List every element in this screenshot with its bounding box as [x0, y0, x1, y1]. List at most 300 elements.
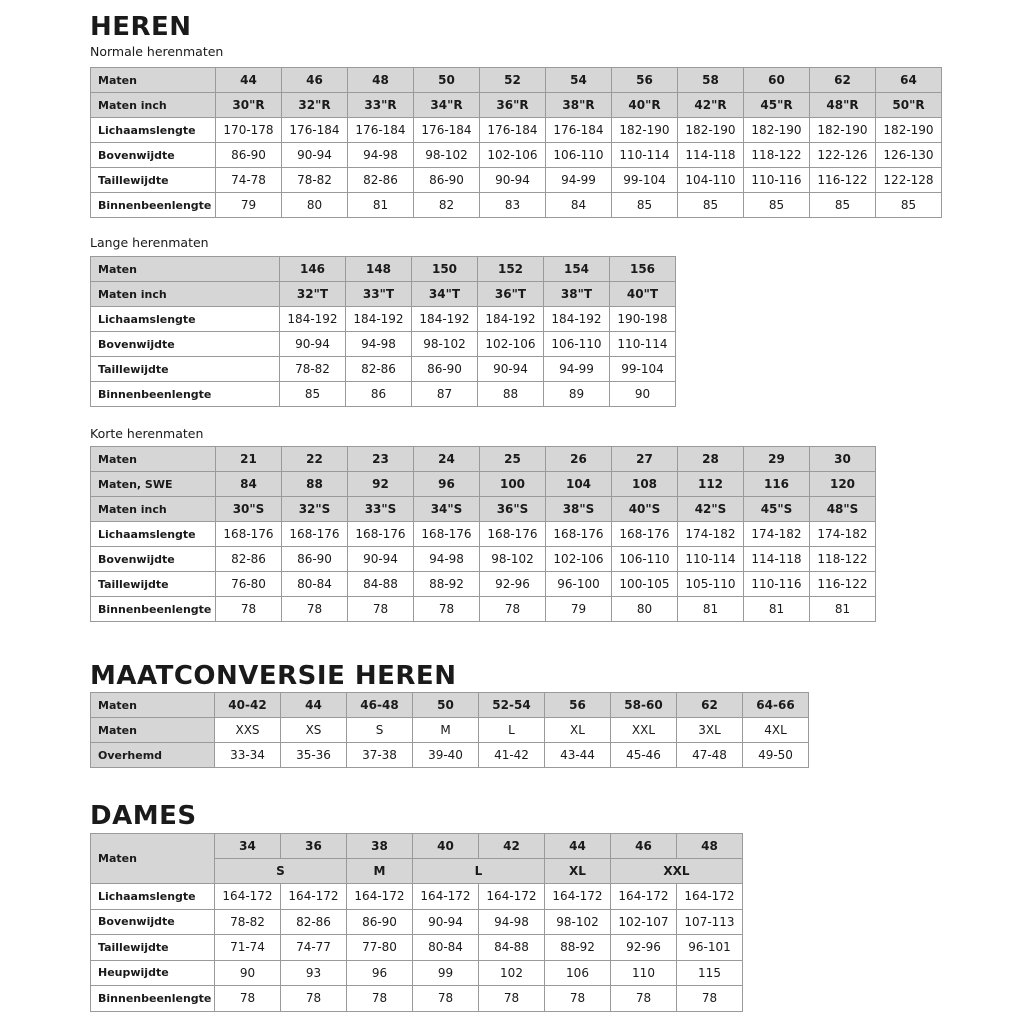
table-cell: 38"T	[544, 282, 610, 307]
table-cell: 110-114	[610, 332, 676, 357]
row-label: Taillewijdte	[91, 357, 280, 382]
table-cell: 56	[612, 68, 678, 93]
table-cell: 28	[678, 447, 744, 472]
table-row	[91, 597, 876, 622]
short-subtitle: Korte herenmaten	[90, 426, 204, 441]
table-cell: 176-184	[348, 118, 414, 143]
table-cell: 78	[215, 986, 281, 1012]
table-cell: 40"R	[612, 93, 678, 118]
table-cell: 45"S	[744, 497, 810, 522]
row-label: Maten	[91, 834, 215, 884]
table-cell: 110	[611, 960, 677, 986]
table-cell: 94-98	[414, 547, 480, 572]
table-cell: 35-36	[281, 743, 347, 768]
table-cell: 50	[413, 693, 479, 718]
table-cell: 96-100	[546, 572, 612, 597]
table-cell: 85	[678, 193, 744, 218]
table-cell: 110-114	[612, 143, 678, 168]
table-cell: 32"S	[282, 497, 348, 522]
table-row	[91, 118, 942, 143]
table-cell: 44	[281, 693, 347, 718]
table-cell: 29	[744, 447, 810, 472]
table-cell: 89	[544, 382, 610, 407]
long-subtitle: Lange herenmaten	[90, 235, 209, 250]
table-cell: 36	[281, 834, 347, 859]
row-label: Bovenwijdte	[91, 143, 216, 168]
table-cell: 168-176	[282, 522, 348, 547]
table-cell: 107-113	[677, 909, 743, 935]
table-cell: 93	[281, 960, 347, 986]
table-cell: L	[479, 718, 545, 743]
table-cell: 168-176	[348, 522, 414, 547]
table-cell: 98-102	[480, 547, 546, 572]
table-cell: 42"R	[678, 93, 744, 118]
table-cell: 82-86	[216, 547, 282, 572]
table-cell: 22	[282, 447, 348, 472]
table-cell: 102-106	[478, 332, 544, 357]
table-cell: 99	[413, 960, 479, 986]
short-size-table	[90, 446, 876, 622]
heren-title: HEREN	[90, 12, 192, 42]
table-cell: 102-106	[480, 143, 546, 168]
table-cell: 40"T	[610, 282, 676, 307]
table-cell: 38"S	[546, 497, 612, 522]
table-cell: 98-102	[545, 909, 611, 935]
table-cell: 60	[744, 68, 810, 93]
table-cell: 104-110	[678, 168, 744, 193]
table-cell: 182-190	[612, 118, 678, 143]
table-cell: 164-172	[413, 884, 479, 910]
table-cell: 90-94	[413, 909, 479, 935]
table-cell: 84	[546, 193, 612, 218]
table-cell: 58	[678, 68, 744, 93]
table-cell: 78	[348, 597, 414, 622]
table-cell: 94-98	[479, 909, 545, 935]
table-cell: 118-122	[810, 547, 876, 572]
table-cell: 56	[545, 693, 611, 718]
table-cell: 114-118	[744, 547, 810, 572]
table-cell: 116-122	[810, 572, 876, 597]
table-cell: 52	[480, 68, 546, 93]
table-cell: 30	[810, 447, 876, 472]
inch-row	[91, 497, 876, 522]
table-cell: 99-104	[612, 168, 678, 193]
row-label: Maten	[91, 447, 216, 472]
table-cell: 176-184	[414, 118, 480, 143]
table-cell: 78	[216, 597, 282, 622]
table-cell: 82-86	[346, 357, 412, 382]
table-cell: 78	[611, 986, 677, 1012]
table-cell: 168-176	[612, 522, 678, 547]
table-cell: 78	[545, 986, 611, 1012]
table-cell: 78	[677, 986, 743, 1012]
table-cell: 36"S	[480, 497, 546, 522]
table-cell: 164-172	[677, 884, 743, 910]
row-label: Binnenbeenlengte	[91, 986, 215, 1012]
row-label: Maten inch	[91, 497, 216, 522]
table-cell: 25	[480, 447, 546, 472]
row-label: Bovenwijdte	[91, 909, 215, 935]
size-group-cell: XXL	[611, 859, 743, 884]
table-cell: 78	[414, 597, 480, 622]
table-cell: 32"R	[282, 93, 348, 118]
table-cell: 85	[744, 193, 810, 218]
table-cell: 120	[810, 472, 876, 497]
table-cell: 118-122	[744, 143, 810, 168]
table-cell: 114-118	[678, 143, 744, 168]
row-label: Lichaamslengte	[91, 522, 216, 547]
table-cell: 85	[876, 193, 942, 218]
table-cell: 37-38	[347, 743, 413, 768]
table-cell: 86	[346, 382, 412, 407]
table-cell: XXL	[611, 718, 677, 743]
table-cell: 78-82	[215, 909, 281, 935]
table-row	[91, 884, 743, 910]
table-cell: 90	[610, 382, 676, 407]
table-cell: 33"S	[348, 497, 414, 522]
table-cell: 184-192	[280, 307, 346, 332]
table-cell: 81	[678, 597, 744, 622]
table-cell: 78	[479, 986, 545, 1012]
row-label: Taillewijdte	[91, 572, 216, 597]
table-cell: 182-190	[876, 118, 942, 143]
table-cell: 148	[346, 257, 412, 282]
table-cell: 27	[612, 447, 678, 472]
table-cell: 88-92	[545, 935, 611, 961]
table-cell: 106	[545, 960, 611, 986]
letter-size-row	[91, 718, 809, 743]
table-cell: XXS	[215, 718, 281, 743]
table-cell: 102	[479, 960, 545, 986]
table-cell: 78	[413, 986, 479, 1012]
table-cell: 80	[282, 193, 348, 218]
table-cell: 81	[348, 193, 414, 218]
table-cell: 94-99	[546, 168, 612, 193]
row-label: Maten, SWE	[91, 472, 216, 497]
table-row	[91, 935, 743, 961]
table-cell: 90-94	[282, 143, 348, 168]
row-label: Lichaamslengte	[91, 307, 280, 332]
table-cell: 85	[280, 382, 346, 407]
table-cell: 164-172	[479, 884, 545, 910]
row-label: Maten	[91, 257, 280, 282]
table-cell: 79	[546, 597, 612, 622]
table-cell: 168-176	[546, 522, 612, 547]
table-cell: 44	[216, 68, 282, 93]
table-cell: 48	[677, 834, 743, 859]
table-cell: 21	[216, 447, 282, 472]
row-label: Maten	[91, 718, 215, 743]
row-label: Maten	[91, 693, 215, 718]
table-cell: 96-101	[677, 935, 743, 961]
table-cell: 45-46	[611, 743, 677, 768]
size-group-cell: L	[413, 859, 545, 884]
table-cell: 146	[280, 257, 346, 282]
table-cell: 48"S	[810, 497, 876, 522]
size-group-cell: M	[347, 859, 413, 884]
table-cell: 88	[478, 382, 544, 407]
table-cell: 100	[480, 472, 546, 497]
row-label: Overhemd	[91, 743, 215, 768]
table-cell: 71-74	[215, 935, 281, 961]
table-cell: 102-106	[546, 547, 612, 572]
table-cell: 48"R	[810, 93, 876, 118]
table-cell: 38	[347, 834, 413, 859]
table-cell: 96	[347, 960, 413, 986]
table-cell: 90-94	[480, 168, 546, 193]
table-cell: 33-34	[215, 743, 281, 768]
table-cell: 30"R	[216, 93, 282, 118]
row-label: Binnenbeenlengte	[91, 597, 216, 622]
table-cell: XL	[545, 718, 611, 743]
table-cell: 176-184	[546, 118, 612, 143]
table-cell: 86-90	[414, 168, 480, 193]
table-cell: 42	[479, 834, 545, 859]
table-cell: 168-176	[480, 522, 546, 547]
table-cell: 34"R	[414, 93, 480, 118]
table-cell: 34"T	[412, 282, 478, 307]
table-cell: 86-90	[347, 909, 413, 935]
table-cell: 90-94	[478, 357, 544, 382]
table-cell: 40	[413, 834, 479, 859]
table-row	[91, 909, 743, 935]
table-cell: 83	[480, 193, 546, 218]
table-row	[91, 986, 743, 1012]
table-cell: 110-116	[744, 572, 810, 597]
inch-row	[91, 282, 676, 307]
table-cell: 116-122	[810, 168, 876, 193]
table-cell: 24	[414, 447, 480, 472]
table-cell: 94-99	[544, 357, 610, 382]
inch-row	[91, 93, 942, 118]
row-label: Maten inch	[91, 93, 216, 118]
shirt-row	[91, 743, 809, 768]
row-label: Binnenbeenlengte	[91, 382, 280, 407]
table-cell: 33"R	[348, 93, 414, 118]
size-group-cell: XL	[545, 859, 611, 884]
table-cell: 152	[478, 257, 544, 282]
table-cell: 46	[282, 68, 348, 93]
table-row	[91, 143, 942, 168]
table-cell: 80-84	[413, 935, 479, 961]
table-cell: 79	[216, 193, 282, 218]
table-cell: 92	[348, 472, 414, 497]
table-row	[91, 357, 676, 382]
table-cell: 78	[282, 597, 348, 622]
table-cell: 110-114	[678, 547, 744, 572]
table-cell: 99-104	[610, 357, 676, 382]
table-cell: 87	[412, 382, 478, 407]
table-cell: 126-130	[876, 143, 942, 168]
table-cell: 45"R	[744, 93, 810, 118]
table-cell: 112	[678, 472, 744, 497]
row-label: Binnenbeenlengte	[91, 193, 216, 218]
table-cell: 88	[282, 472, 348, 497]
table-cell: 80	[612, 597, 678, 622]
table-cell: 78	[281, 986, 347, 1012]
table-cell: 78	[347, 986, 413, 1012]
swe-row	[91, 472, 876, 497]
table-cell: 164-172	[611, 884, 677, 910]
table-cell: 90-94	[280, 332, 346, 357]
table-cell: 82-86	[348, 168, 414, 193]
row-label: Maten inch	[91, 282, 280, 307]
table-cell: 40-42	[215, 693, 281, 718]
table-cell: 164-172	[545, 884, 611, 910]
row-label: Bovenwijdte	[91, 332, 280, 357]
table-cell: 23	[348, 447, 414, 472]
table-cell: 50	[414, 68, 480, 93]
table-cell: 98-102	[414, 143, 480, 168]
table-cell: 110-116	[744, 168, 810, 193]
table-row	[91, 960, 743, 986]
table-row	[91, 572, 876, 597]
table-cell: 100-105	[612, 572, 678, 597]
table-cell: 176-184	[282, 118, 348, 143]
table-cell: 41-42	[479, 743, 545, 768]
table-cell: 190-198	[610, 307, 676, 332]
table-cell: 62	[677, 693, 743, 718]
long-size-table	[90, 256, 676, 407]
table-cell: 85	[810, 193, 876, 218]
table-cell: 86-90	[282, 547, 348, 572]
table-cell: 82-86	[281, 909, 347, 935]
table-cell: S	[347, 718, 413, 743]
table-row	[91, 522, 876, 547]
table-cell: 184-192	[346, 307, 412, 332]
table-cell: 105-110	[678, 572, 744, 597]
row-label: Taillewijdte	[91, 168, 216, 193]
table-cell: 164-172	[215, 884, 281, 910]
table-cell: 106-110	[546, 143, 612, 168]
header-row	[91, 834, 743, 859]
header-row	[91, 68, 942, 93]
table-cell: 182-190	[678, 118, 744, 143]
row-label: Taillewijdte	[91, 935, 215, 961]
table-row	[91, 382, 676, 407]
table-cell: 34"S	[414, 497, 480, 522]
table-cell: 64-66	[743, 693, 809, 718]
table-cell: 49-50	[743, 743, 809, 768]
table-cell: 33"T	[346, 282, 412, 307]
header-row	[91, 447, 876, 472]
table-cell: 122-126	[810, 143, 876, 168]
table-cell: 77-80	[347, 935, 413, 961]
table-cell: 44	[545, 834, 611, 859]
table-cell: 88-92	[414, 572, 480, 597]
row-label: Bovenwijdte	[91, 547, 216, 572]
table-cell: 170-178	[216, 118, 282, 143]
table-cell: 174-182	[678, 522, 744, 547]
table-cell: 76-80	[216, 572, 282, 597]
header-row	[91, 693, 809, 718]
table-cell: 46	[611, 834, 677, 859]
table-cell: 174-182	[744, 522, 810, 547]
table-cell: 42"S	[678, 497, 744, 522]
table-cell: 182-190	[810, 118, 876, 143]
row-label: Maten	[91, 68, 216, 93]
table-cell: 94-98	[346, 332, 412, 357]
table-cell: 184-192	[544, 307, 610, 332]
normal-subtitle: Normale herenmaten	[90, 44, 224, 59]
table-cell: 78-82	[282, 168, 348, 193]
table-cell: XS	[281, 718, 347, 743]
table-cell: 94-98	[348, 143, 414, 168]
size-group-cell: S	[215, 859, 347, 884]
table-cell: 58-60	[611, 693, 677, 718]
table-row	[91, 547, 876, 572]
table-cell: 86-90	[216, 143, 282, 168]
table-cell: 102-107	[611, 909, 677, 935]
table-row	[91, 193, 942, 218]
table-cell: 84-88	[479, 935, 545, 961]
table-cell: 156	[610, 257, 676, 282]
table-cell: 52-54	[479, 693, 545, 718]
row-label: Lichaamslengte	[91, 118, 216, 143]
table-cell: 82	[414, 193, 480, 218]
table-cell: 32"T	[280, 282, 346, 307]
table-cell: 78-82	[280, 357, 346, 382]
table-cell: 168-176	[216, 522, 282, 547]
row-label: Heupwijdte	[91, 960, 215, 986]
table-cell: 34	[215, 834, 281, 859]
table-cell: 39-40	[413, 743, 479, 768]
table-cell: 50"R	[876, 93, 942, 118]
table-cell: 104	[546, 472, 612, 497]
table-cell: 26	[546, 447, 612, 472]
table-cell: 86-90	[412, 357, 478, 382]
table-cell: 3XL	[677, 718, 743, 743]
table-cell: 81	[810, 597, 876, 622]
table-cell: 64	[876, 68, 942, 93]
table-cell: 47-48	[677, 743, 743, 768]
dames-size-table	[90, 833, 743, 1012]
table-cell: 36"R	[480, 93, 546, 118]
table-cell: 74-77	[281, 935, 347, 961]
conversie-title: MAATCONVERSIE HEREN	[90, 661, 457, 691]
table-cell: 108	[612, 472, 678, 497]
table-cell: 164-172	[281, 884, 347, 910]
normal-size-table	[90, 67, 942, 218]
table-cell: 92-96	[611, 935, 677, 961]
conversion-table	[90, 692, 809, 768]
table-cell: 115	[677, 960, 743, 986]
table-cell: 81	[744, 597, 810, 622]
table-cell: 168-176	[414, 522, 480, 547]
table-cell: 184-192	[412, 307, 478, 332]
table-cell: 106-110	[544, 332, 610, 357]
table-cell: 176-184	[480, 118, 546, 143]
table-cell: 116	[744, 472, 810, 497]
table-cell: 54	[546, 68, 612, 93]
table-cell: 90-94	[348, 547, 414, 572]
table-cell: 122-128	[876, 168, 942, 193]
table-cell: 38"R	[546, 93, 612, 118]
table-row	[91, 307, 676, 332]
table-cell: 74-78	[216, 168, 282, 193]
table-cell: 106-110	[612, 547, 678, 572]
table-cell: 48	[348, 68, 414, 93]
table-cell: 174-182	[810, 522, 876, 547]
table-cell: 98-102	[412, 332, 478, 357]
table-cell: 46-48	[347, 693, 413, 718]
table-cell: 92-96	[480, 572, 546, 597]
table-cell: 164-172	[347, 884, 413, 910]
table-cell: 36"T	[478, 282, 544, 307]
table-cell: 4XL	[743, 718, 809, 743]
header-row	[91, 257, 676, 282]
table-cell: 84-88	[348, 572, 414, 597]
